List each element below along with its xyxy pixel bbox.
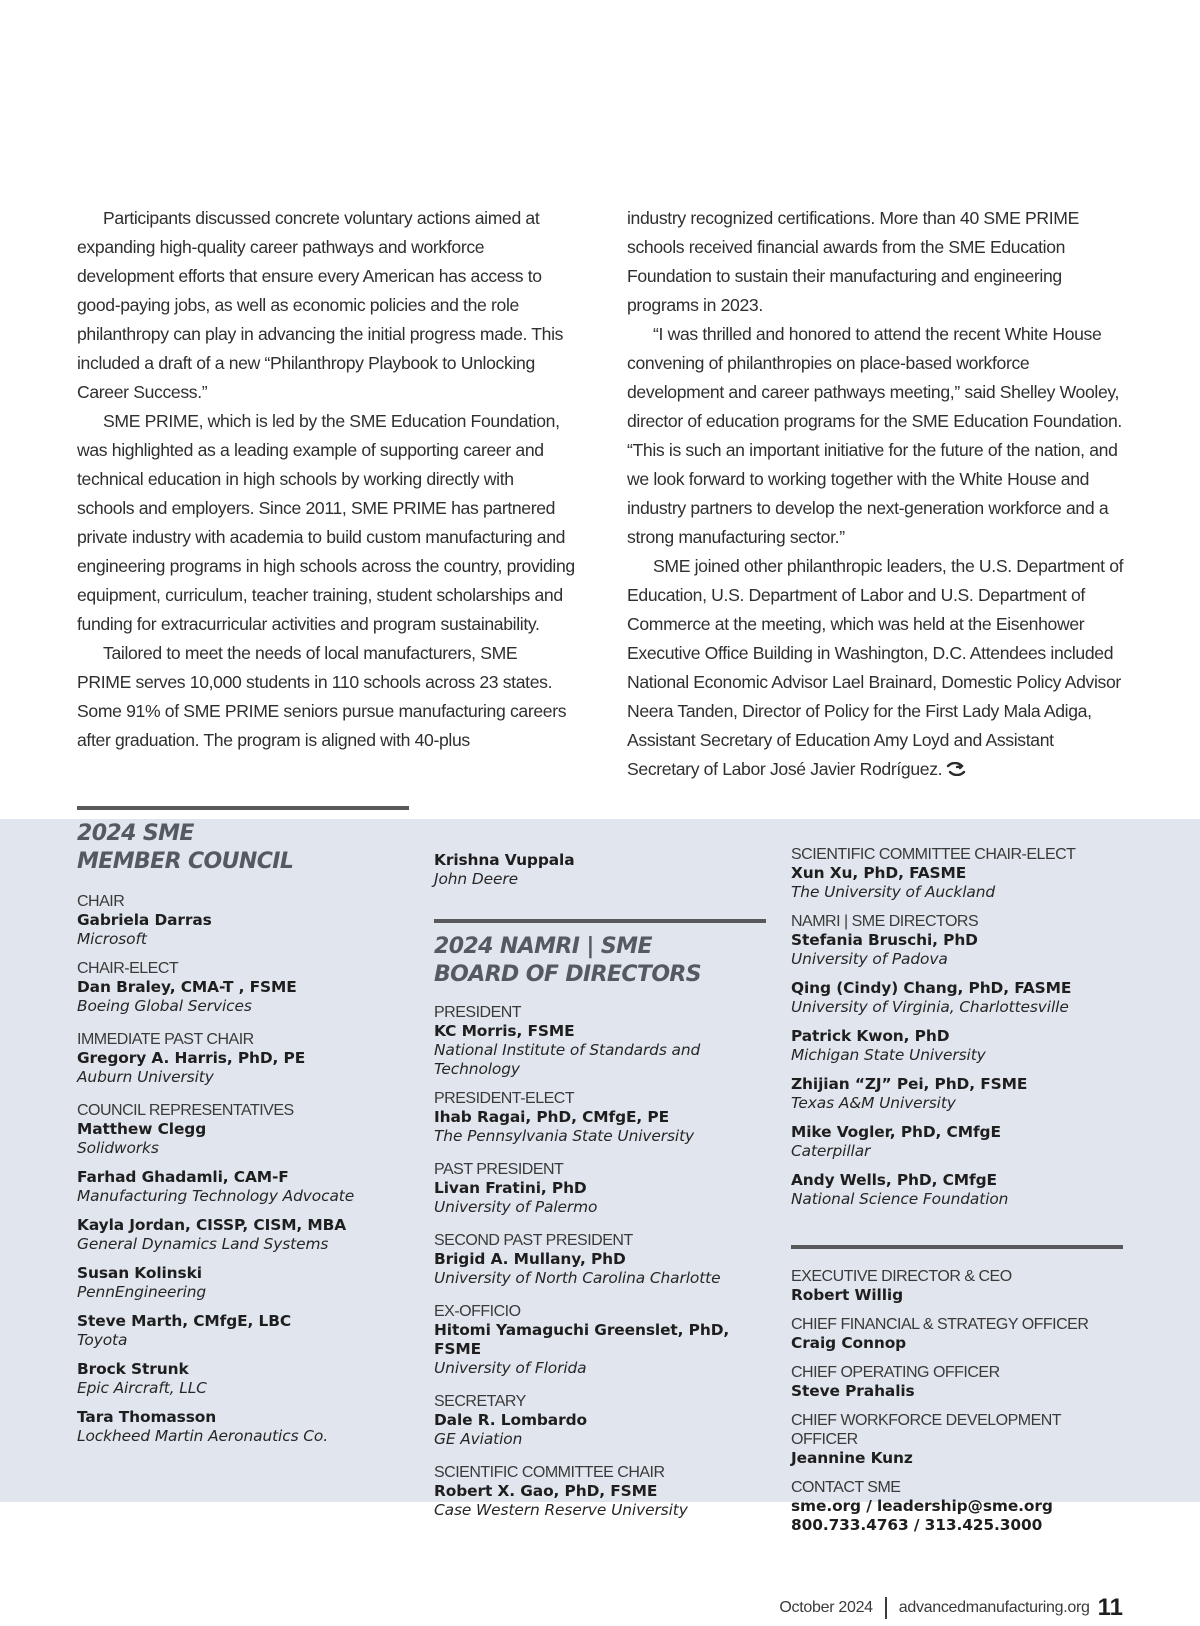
person-org: National Institute of Standards and Technology bbox=[434, 1041, 701, 1078]
staff-contact bbox=[791, 1478, 1123, 1535]
person-org: Texas A&M University bbox=[791, 1094, 956, 1112]
article-body bbox=[77, 204, 1125, 784]
person-org: Solidworks bbox=[77, 1139, 159, 1157]
board-president-elect bbox=[434, 1089, 766, 1146]
role-label: SECOND PAST PRESIDENT bbox=[434, 1232, 633, 1249]
person-org: National Science Foundation bbox=[791, 1190, 1009, 1208]
person-org: John Deere bbox=[434, 870, 518, 888]
council-rep bbox=[77, 1168, 409, 1206]
staff-ceo bbox=[791, 1267, 1123, 1305]
person-org: Lockheed Martin Aeronautics Co. bbox=[77, 1427, 329, 1445]
board-scientific-chair bbox=[434, 1463, 766, 1520]
person-name: KC Morris, FSME bbox=[434, 1022, 575, 1040]
role-label: CHIEF OPERATING OFFICER bbox=[791, 1364, 1000, 1381]
person-org: Toyota bbox=[77, 1331, 128, 1349]
footer-divider bbox=[885, 1597, 887, 1619]
article-paragraph: industry recognized certifications. More than 40 SME PRIME schools received financial awards from the SME Education Foundation to sustain their manufacturing and engineering programs in 2023. bbox=[627, 208, 1079, 315]
person-name: Tara Thomasson bbox=[77, 1408, 217, 1426]
person-name: Dale R. Lombardo bbox=[434, 1411, 587, 1429]
council-chair-elect bbox=[77, 959, 409, 1016]
person-name: Robert X. Gao, PhD, FSME bbox=[434, 1482, 658, 1500]
person-org: Caterpillar bbox=[791, 1142, 871, 1160]
board-past-president bbox=[434, 1160, 766, 1217]
role-label: CHAIR bbox=[77, 893, 125, 910]
role-label: SCIENTIFIC COMMITTEE CHAIR-ELECT bbox=[791, 846, 1076, 863]
role-label: IMMEDIATE PAST CHAIR bbox=[77, 1031, 254, 1048]
council-rep bbox=[77, 1360, 409, 1398]
role-label: EXECUTIVE DIRECTOR & CEO bbox=[791, 1268, 1012, 1285]
board-director bbox=[791, 1027, 1123, 1065]
person-org: PennEngineering bbox=[77, 1283, 207, 1301]
article-paragraph: “I was thrilled and honored to attend the recent White House convening of philanthropies on place-based workforce development and career pathways meeting,” said Shelley Wooley, director of education programs for the SME Education Foundation. “This is such an important initiative for the future of the nation, and we look forward to working together with the White House and industry partners to develop the next-generation workforce and a strong manufacturing sector.” bbox=[627, 324, 1122, 547]
article-paragraph-text: SME joined other philanthropic leaders, the U.S. Department of Education, U.S. Department of Labor and U.S. Department of Commerce at the meeting, which was held at the Eisenhower Executive Office Building in Washington, D.C. Attendees included National Economic Advisor Lael Brainard, Domestic Policy Advisor Neera Tanden, Director of Policy for the First Lady Mala Adiga, Assistant Secretary of Education Amy Loyd and Assistant Secretary of Labor José Javier Rodríguez. bbox=[627, 556, 1124, 779]
person-name: Livan Fratini, PhD bbox=[434, 1179, 587, 1197]
person-org: GE Aviation bbox=[434, 1430, 523, 1448]
role-label: COUNCIL REPRESENTATIVES bbox=[77, 1102, 294, 1119]
role-label: EX-OFFICIO bbox=[434, 1303, 521, 1320]
role-label: SECRETARY bbox=[434, 1393, 526, 1410]
leadership-panel bbox=[0, 819, 1200, 1534]
person-name: Mike Vogler, PhD, CMfgE bbox=[791, 1123, 1001, 1141]
board-director bbox=[791, 1123, 1123, 1161]
footer-date: October 2024 bbox=[779, 1599, 873, 1616]
article-paragraph: SME PRIME, which is led by the SME Education Foundation, was highlighted as a leading example of supporting career and technical education in high schools by working directly with schools and employers. Since 2011, SME PRIME has partnered private industry with academia to build custom manufacturing and engineering programs in high schools across the country, providing equipment, curriculum, teacher training, student scholarships and funding for extracurricular activities and program sustainability. bbox=[77, 411, 575, 634]
section-rule bbox=[434, 919, 766, 923]
person-name: Steve Marth, CMfgE, LBC bbox=[77, 1312, 292, 1330]
person-name: Susan Kolinski bbox=[77, 1264, 202, 1282]
footer-site[interactable]: advancedmanufacturing.org bbox=[898, 1599, 1090, 1616]
role-label: CONTACT SME bbox=[791, 1479, 901, 1496]
person-org: University of Florida bbox=[434, 1359, 587, 1377]
person-org: Auburn University bbox=[77, 1068, 214, 1086]
person-name: Robert Willig bbox=[791, 1286, 903, 1304]
person-name: Patrick Kwon, PhD bbox=[791, 1027, 950, 1045]
board-heading: 2024 NAMRI | SME BOARD OF DIRECTORS bbox=[434, 934, 702, 987]
contact-web-email[interactable]: sme.org / leadership@sme.org bbox=[791, 1497, 1053, 1515]
board-director bbox=[791, 979, 1123, 1017]
board-director bbox=[791, 1171, 1123, 1209]
person-name: Krishna Vuppala bbox=[434, 851, 575, 869]
board-ex-officio bbox=[434, 1302, 766, 1378]
board-second-past-president bbox=[434, 1231, 766, 1288]
member-council-heading: 2024 SME MEMBER COUNCIL bbox=[77, 821, 294, 874]
role-label: PAST PRESIDENT bbox=[434, 1161, 564, 1178]
person-name: Steve Prahalis bbox=[791, 1382, 915, 1400]
person-name: Kayla Jordan, CISSP, CISM, MBA bbox=[77, 1216, 347, 1234]
person-org: University of Virginia, Charlottesville bbox=[791, 998, 1069, 1016]
person-name: Qing (Cindy) Chang, PhD, FASME bbox=[791, 979, 1072, 997]
contact-phone[interactable]: 800.733.4763 / 313.425.3000 bbox=[791, 1516, 1043, 1534]
person-name: Gregory A. Harris, PhD, PE bbox=[77, 1049, 306, 1067]
person-org: The Pennsylvania State University bbox=[434, 1127, 695, 1145]
directors-staff-column bbox=[791, 819, 1123, 1535]
page-footer bbox=[779, 1590, 1123, 1626]
person-name: Stefania Bruschi, PhD bbox=[791, 931, 978, 949]
page-number: 11 bbox=[1097, 1594, 1123, 1621]
board-director bbox=[791, 1075, 1123, 1113]
role-label: CHIEF WORKFORCE DEVELOPMENT OFFICER bbox=[791, 1412, 1061, 1448]
person-name: Jeannine Kunz bbox=[791, 1449, 913, 1467]
article-paragraph: Tailored to meet the needs of local manufacturers, SME PRIME serves 10,000 students in 110 schools across 23 states. Some 91% of SME PRIME seniors pursue manufacturing careers after graduation. The program is aligned with 40-plus bbox=[77, 643, 567, 750]
board-scientific-chair-elect bbox=[791, 845, 1123, 902]
person-org: The University of Auckland bbox=[791, 883, 996, 901]
person-name: Xun Xu, PhD, FASME bbox=[791, 864, 967, 882]
section-rule bbox=[791, 1245, 1123, 1249]
council-rep bbox=[77, 1216, 409, 1254]
article-paragraph: Participants discussed concrete voluntary actions aimed at expanding high-quality career pathways and workforce development efforts that ensure every American has access to good-paying jobs, as well as economic policies and the role philanthropy can play in advancing the initial progress made. This included a draft of a new “Philanthropy Playbook to Unlocking Career Success.” bbox=[77, 208, 564, 402]
person-name: Zhijian “ZJ” Pei, PhD, FSME bbox=[791, 1075, 1028, 1093]
board-president bbox=[434, 1003, 766, 1079]
article-column-right bbox=[627, 204, 1125, 784]
person-name: Dan Braley, CMA-T , FSME bbox=[77, 978, 297, 996]
board-secretary bbox=[434, 1392, 766, 1449]
person-org: Boeing Global Services bbox=[77, 997, 252, 1015]
person-org: University of North Carolina Charlotte bbox=[434, 1269, 721, 1287]
person-org: Michigan State University bbox=[791, 1046, 986, 1064]
staff-cwdo bbox=[791, 1411, 1123, 1468]
role-label: NAMRI | SME DIRECTORS bbox=[791, 913, 979, 930]
person-name: Hitomi Yamaguchi Greenslet, PhD, FSME bbox=[434, 1321, 730, 1358]
council-rep bbox=[77, 1408, 409, 1446]
person-name: Andy Wells, PhD, CMfgE bbox=[791, 1171, 997, 1189]
role-label: CHIEF FINANCIAL & STRATEGY OFFICER bbox=[791, 1316, 1089, 1333]
staff-cfo bbox=[791, 1315, 1123, 1353]
person-name: Brigid A. Mullany, PhD bbox=[434, 1250, 626, 1268]
council-representatives bbox=[77, 1101, 409, 1158]
person-name: Brock Strunk bbox=[77, 1360, 189, 1378]
council-rep bbox=[434, 851, 766, 889]
article-column-left bbox=[77, 204, 575, 784]
person-org: General Dynamics Land Systems bbox=[77, 1235, 329, 1253]
person-org: Manufacturing Technology Advocate bbox=[77, 1187, 355, 1205]
role-label: PRESIDENT bbox=[434, 1004, 522, 1021]
person-org: University of Padova bbox=[791, 950, 948, 968]
article-paragraph-last bbox=[627, 552, 1125, 784]
person-name: Matthew Clegg bbox=[77, 1120, 207, 1138]
member-council-column bbox=[77, 819, 409, 1446]
council-rep bbox=[77, 1312, 409, 1350]
board-directors bbox=[791, 912, 1123, 969]
person-name: Craig Connop bbox=[791, 1334, 907, 1352]
role-label: SCIENTIFIC COMMITTEE CHAIR bbox=[434, 1464, 665, 1481]
person-org: Epic Aircraft, LLC bbox=[77, 1379, 207, 1397]
person-org: University of Palermo bbox=[434, 1198, 598, 1216]
end-of-article-icon bbox=[946, 762, 966, 776]
section-rule bbox=[77, 806, 409, 810]
council-rep bbox=[77, 1264, 409, 1302]
role-label: PRESIDENT-ELECT bbox=[434, 1090, 575, 1107]
role-label: CHAIR-ELECT bbox=[77, 960, 179, 977]
council-past-chair bbox=[77, 1030, 409, 1087]
council-chair bbox=[77, 892, 409, 949]
person-name: Gabriela Darras bbox=[77, 911, 212, 929]
person-name: Farhad Ghadamli, CAM-F bbox=[77, 1168, 289, 1186]
person-org: Microsoft bbox=[77, 930, 147, 948]
person-org: Case Western Reserve University bbox=[434, 1501, 688, 1519]
staff-coo bbox=[791, 1363, 1123, 1401]
board-column bbox=[434, 819, 766, 1520]
person-name: Ihab Ragai, PhD, CMfgE, PE bbox=[434, 1108, 670, 1126]
